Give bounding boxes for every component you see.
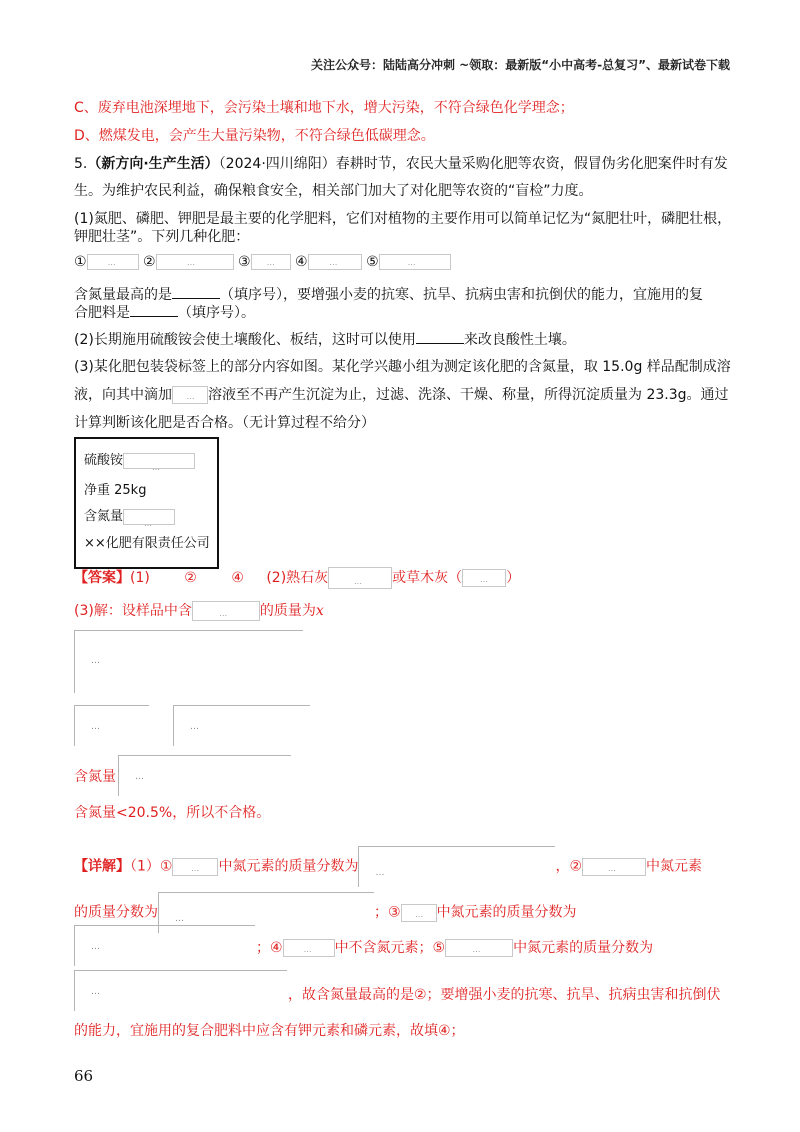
- p3-text-a: 液，向其中滴加: [74, 387, 172, 403]
- q5-p1-question-cont: [74, 302, 255, 323]
- fertilizer-options: [74, 252, 451, 272]
- q5-number: 5.: [74, 156, 88, 172]
- detail-l1a: （1）①: [130, 858, 173, 875]
- calc-image-d1: [358, 846, 555, 887]
- answer-p2b: 或草木灰（: [392, 570, 463, 586]
- detail-l3a: ；④: [256, 940, 283, 956]
- formula-image-reagent: [172, 386, 208, 404]
- answer-line3: [74, 601, 324, 621]
- formula-image-4: [308, 254, 362, 270]
- option-c: C、废弃电池深埋地下，会污染土壤和地下水，增大污染，不符合绿色化学理念；: [74, 100, 574, 116]
- label-weight: 净重 25kg: [84, 483, 147, 498]
- p3-text-b: 溶液至不再产生沉淀为止，过滤、洗涤、干燥、称量，所得沉淀质量为 23.3g。通过: [208, 387, 729, 403]
- calc-image-d3: [74, 925, 255, 966]
- p2-text-b: 来改良酸性土壤。: [463, 332, 576, 348]
- detail-l1c: ，②: [555, 858, 583, 875]
- q5-p2: [74, 329, 576, 350]
- detail-line1: [74, 846, 702, 887]
- opt-1-label: ①: [74, 254, 87, 270]
- formula-image-d1: [172, 858, 218, 876]
- page-header: 关注公众号：陆陆高分冲刺 ~领取：最新版“小中高考-总复习”、最新试卷下载: [311, 58, 730, 72]
- fertilizer-label: [74, 437, 219, 569]
- q5-tag: （新方向·生产生活）: [87, 156, 219, 172]
- answer-var: x: [315, 603, 324, 619]
- label-nitrogen-row: [84, 505, 175, 525]
- answer-tag: 【答案】: [74, 570, 130, 586]
- formula-image-d5: [445, 939, 513, 957]
- detail-l1b: 中氮元素的质量分数为: [218, 858, 359, 875]
- calc-image-d5: [74, 970, 287, 1011]
- detail-l2c: 中氮元素的质量分数为: [436, 904, 577, 921]
- q-text-c: 合肥料是: [74, 305, 130, 321]
- detail-line4: ，故含氮量最高的是②；要增强小麦的抗寒、抗旱、抗病虫害和抗倒伏: [288, 987, 721, 1003]
- answer-p2: (2)熟石灰: [266, 570, 329, 586]
- q5-p3-line1: (3)某化肥包装袋标签上的部分内容如图。某化学兴趣小组为测定该化肥的含氮量，取 15.0g 样品配制成溶: [74, 359, 731, 375]
- formula-image-ash: [462, 569, 506, 587]
- q5-line2: 生。为维护农民利益，确保粮食安全，相关部门加大了对化肥等农资的“盲检”力度。: [74, 183, 593, 199]
- detail-tag: 【详解】: [74, 858, 130, 875]
- q5-p3-line2: [74, 385, 729, 405]
- answer-p1: (1): [130, 570, 150, 586]
- nitrogen-calc-image: [118, 755, 291, 796]
- answer-nitrogen-row: [74, 767, 116, 787]
- opt-5-label: ⑤: [366, 254, 379, 270]
- ratio-image-2: [173, 705, 310, 746]
- formula-image-3: [251, 254, 291, 270]
- label-name-row: [84, 449, 195, 469]
- q-text-d: （填序号）。: [178, 305, 255, 321]
- answer-p2c: ）: [506, 570, 521, 586]
- ratio-image-1: [74, 705, 149, 746]
- opt-3-label: ③: [238, 254, 251, 270]
- label-name: 硫酸铵: [84, 453, 124, 468]
- p2-text-a: (2)长期施用硫酸铵会使土壤酸化、板结，这时可以使用: [74, 332, 416, 348]
- formula-image-d3: [401, 904, 437, 922]
- q5-p1-line2: 钾肥壮茎”。下列几种化肥：: [74, 229, 250, 245]
- nitrogen-value-image: [123, 509, 175, 525]
- option-d: D、燃煤发电，会产生大量污染物，不符合绿色低碳理念。: [74, 128, 435, 144]
- answer-p3b: 的质量为: [259, 603, 316, 619]
- detail-l3c: 中氮元素的质量分数为: [513, 940, 654, 956]
- detail-l1d: 中氮元素: [646, 858, 703, 875]
- detail-l3b: 中不含氮元素；⑤: [334, 940, 446, 956]
- detail-l2a: 的质量分数为: [74, 904, 158, 921]
- q5-p1-line1: (1)氮肥、磷肥、钾肥是最主要的化学肥料，它们对植物的主要作用可以简单记忆为“氮肥壮叶，磷肥壮根，: [74, 211, 732, 227]
- answer-blank-2: [130, 302, 178, 317]
- answer-a1: ②: [184, 570, 197, 586]
- formula-image-lime: [328, 567, 392, 589]
- formula-image-d4: [283, 939, 335, 957]
- answer-conclusion: 含氮量<20.5%，所以不合格。: [74, 805, 271, 821]
- answer-p3: (3)解：设样品中含: [74, 603, 192, 619]
- answer-blank-1: [172, 284, 220, 299]
- q5-line1: [74, 154, 728, 174]
- formula-image-2: [156, 254, 234, 270]
- label-nitrogen: 含氮量: [84, 509, 124, 524]
- formula-image-d2: [582, 858, 646, 876]
- page-number: 66: [74, 1067, 94, 1085]
- q5-text1: （2024·四川绵阳）春耕时节，农民大量采购化肥等农资，假冒伪劣化肥案件时有发: [218, 156, 728, 172]
- q5-p3-line3: 计算判断该化肥是否合格。（无计算过程不给分）: [74, 415, 375, 431]
- formula-image-label: [123, 453, 195, 469]
- equation-image: [74, 630, 303, 693]
- detail-line5: 的能力，宜施用的复合肥料中应含有钾元素和磷元素，故填④；: [74, 1023, 465, 1039]
- answer-line1: [74, 567, 520, 589]
- answer-blank-3: [416, 329, 464, 344]
- detail-l2b: ；③: [374, 904, 401, 921]
- opt-4-label: ④: [295, 254, 308, 270]
- formula-image-1: [87, 254, 139, 270]
- q-text-b: （填序号），要增强小麦的抗寒、抗旱、抗病虫害和抗倒伏的能力，宜施用的复: [220, 287, 703, 303]
- answer-a2: ④: [231, 570, 244, 586]
- label-company: ××化肥有限责任公司: [84, 536, 210, 551]
- formula-image-sample: [192, 601, 260, 621]
- detail-line3: [256, 938, 653, 958]
- formula-image-5: [379, 254, 451, 270]
- q-text-a: 含氮量最高的是: [74, 287, 172, 303]
- opt-2-label: ②: [143, 254, 156, 270]
- answer-nitrogen: 含氮量: [74, 769, 116, 785]
